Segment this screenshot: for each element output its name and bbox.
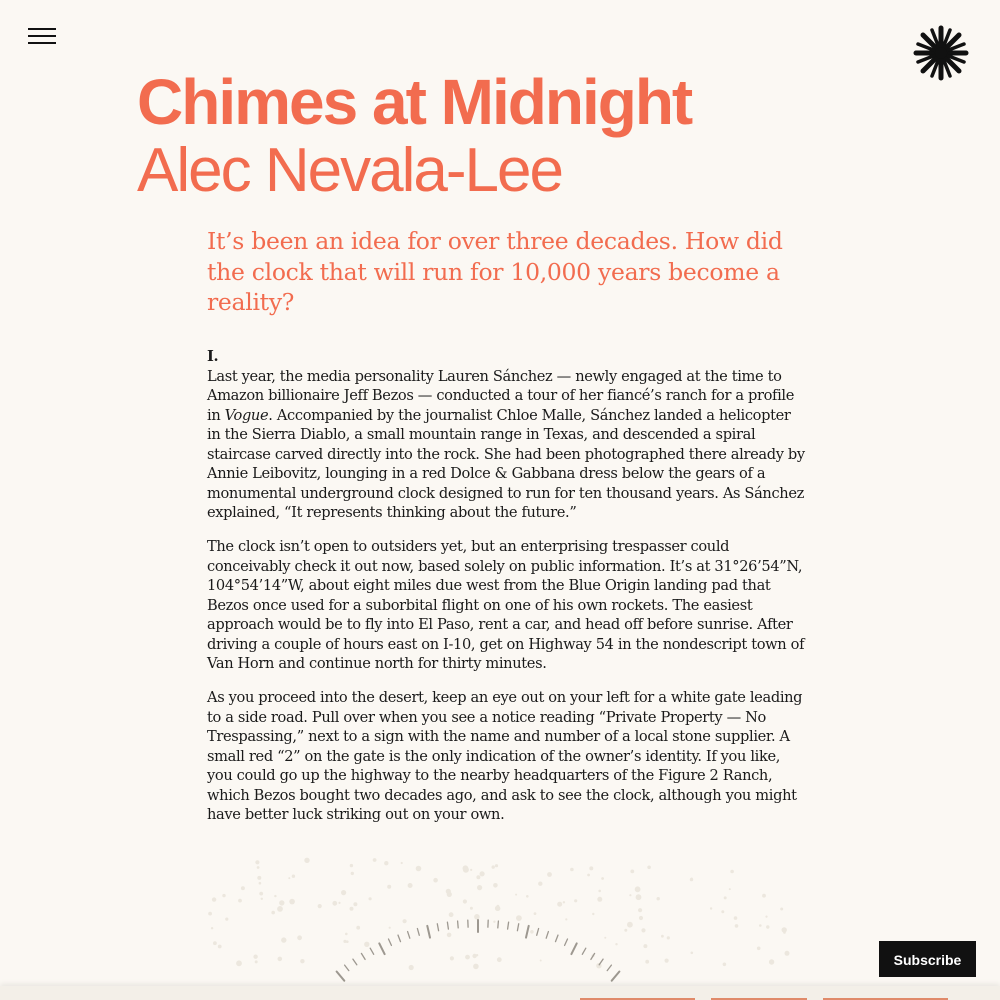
texture-dot (341, 890, 346, 895)
texture-dot (364, 942, 369, 947)
texture-dot (724, 896, 727, 899)
texture-dot (278, 957, 283, 962)
texture-dot (757, 947, 761, 951)
dial-tick (599, 959, 603, 965)
texture-dot (615, 943, 617, 945)
texture-dot (557, 902, 562, 907)
texture-dot (657, 897, 660, 900)
dial-tick (565, 939, 568, 945)
texture-dot (463, 899, 467, 903)
dial-tick (345, 965, 349, 971)
texture-dot (409, 965, 414, 970)
dial-tick (370, 948, 374, 954)
dial-tick (353, 959, 357, 965)
publication-name: Vogue (224, 406, 269, 424)
article-paragraph: As you proceed into the desert, keep an eye out on your left for a white gate leading to a side road. Pull over when you see a notice reading “Private Property — No Trespassing,” next to a sign with the name and number of a local stone supplier. A small red “2” on the gate is the only indication of the owner’s identity. If you like, you could go up the highway to the nearby headquarters of the Figure 2 Ranch, which Bezos bought two decades ago, and ask to see the clock, although you might have better luck striking out on your own. (207, 689, 803, 823)
texture-dot (473, 964, 479, 970)
texture-dot (493, 921, 495, 923)
texture-dot (592, 913, 594, 915)
texture-dot (765, 916, 767, 918)
texture-dot (565, 918, 567, 920)
asterisk-logo-icon[interactable] (912, 24, 970, 82)
texture-dot (604, 937, 606, 939)
texture-dot (345, 933, 348, 936)
paragraph-text: Last year, the media personality Lauren Sánchez — newly engaged at the time to Amazon billionaire Jeff Bezos — conducted a tour of her fiancé’s ranch for a profile in (207, 367, 795, 424)
texture-dot (734, 916, 738, 920)
texture-dot (597, 897, 602, 902)
texture-dot (255, 860, 259, 864)
texture-dot (213, 941, 217, 945)
texture-dot (624, 929, 627, 932)
dial-tick (437, 924, 438, 931)
texture-dot (212, 897, 216, 901)
texture-dot (384, 861, 388, 865)
texture-dot (570, 868, 574, 872)
texture-dot (729, 888, 731, 890)
dial-tick (537, 929, 539, 936)
texture-dot (447, 892, 452, 897)
texture-dot (635, 886, 641, 892)
texture-dot (238, 899, 242, 903)
texture-dot (253, 955, 257, 959)
texture-dot (257, 876, 261, 880)
texture-dot (297, 935, 302, 940)
texture-dot (259, 892, 263, 896)
texture-dot (643, 944, 647, 948)
texture-dot (661, 935, 664, 938)
dial-tick (526, 926, 529, 938)
dial-tick (361, 953, 365, 959)
texture-dot (403, 919, 407, 923)
texture-dot (416, 866, 422, 872)
texture-dot (470, 869, 472, 871)
paragraph-text: . Accompanied by the journalist Chloe Malle, Sánchez landed a helicopter in the Sierra Diablo, a small mountain range in Texas, and descended a spiral staircase carved directly into the rock. She had been photographed there already by Annie Leibovitz, lounging in a red Dolce & Gabbana dress below the gears of a monumental underground clock designed to run for ten thousand years. As Sánchez explained, “It represents thinking about the future.” (207, 406, 805, 521)
dial-tick (379, 943, 384, 954)
texture-dot (289, 899, 295, 905)
texture-dot (332, 901, 337, 906)
texture-dot (601, 877, 604, 880)
texture-dot (783, 931, 786, 934)
texture-dot (636, 894, 642, 900)
texture-dot (496, 907, 500, 911)
texture-dot (665, 959, 669, 963)
article-body (207, 347, 807, 839)
texture-dot (389, 927, 391, 929)
texture-dot (281, 937, 286, 942)
texture-dot (463, 865, 469, 871)
texture-dot (449, 912, 454, 917)
texture-dot (762, 894, 766, 898)
texture-dot (472, 954, 476, 958)
texture-dot (730, 870, 734, 874)
texture-dot (589, 866, 593, 870)
texture-dot (351, 872, 354, 875)
texture-dot (769, 959, 774, 964)
texture-dot (300, 959, 304, 963)
texture-dot (530, 930, 534, 934)
texture-dot (274, 895, 276, 897)
texture-dot (350, 907, 354, 911)
texture-dot (480, 871, 485, 876)
texture-dot (476, 954, 478, 956)
texture-dot (401, 862, 403, 864)
article-dek: It’s been an idea for over three decades. How did the clock that will run for 10,000 years become a reality? (207, 227, 783, 316)
texture-dot (721, 910, 724, 913)
dial-tick (607, 965, 611, 971)
texture-dot (343, 940, 346, 943)
texture-dot (598, 890, 601, 893)
texture-dot (526, 895, 529, 898)
article-author[interactable]: Alec Nevala-Lee (137, 136, 562, 205)
texture-dot (208, 912, 212, 916)
texture-dot (279, 900, 284, 905)
texture-dot (408, 883, 413, 888)
dial-tick (458, 921, 459, 928)
texture-dot (639, 916, 643, 920)
texture-dot (667, 936, 670, 939)
article-title: Chimes at Midnight (137, 66, 692, 138)
dial-tick (408, 932, 410, 939)
texture-dot (540, 960, 542, 962)
texture-dot (547, 872, 552, 877)
texture-dot (596, 963, 601, 968)
texture-dot (515, 894, 517, 896)
texture-dot (288, 877, 290, 879)
texture-dot (338, 902, 340, 904)
texture-dot (259, 882, 262, 885)
texture-dot (780, 908, 783, 911)
dial-tick (417, 929, 419, 936)
texture-dot (255, 960, 258, 963)
texture-dot (766, 925, 769, 928)
texture-dot (630, 870, 634, 874)
texture-dot (785, 951, 790, 956)
texture-dot (495, 864, 498, 867)
texture-dot (277, 906, 283, 912)
texture-dot (691, 952, 694, 955)
dial-tick (571, 943, 576, 954)
texture-dot (587, 874, 590, 877)
dial-tick (398, 935, 401, 942)
article-paragraph: The clock isn’t open to outsiders yet, but an enterprising trespasser could conceivably check it out now, based solely on public information. It’s at 31°26’54”N, 104°54’14”W, about eight miles due west from the Blue Origin landing pad that Bezos once used for a suborbital flight on one of his own rockets. The easiest approach would be to fly into El Paso, rent a car, and head off before sunrise. After driving a couple of hours east on I-10, get on Highway 54 in the nondescript town of Van Horn and continue north for thirty minutes. (207, 538, 805, 672)
dial-tick (389, 939, 392, 945)
dial-tick (612, 972, 620, 981)
texture-dot (350, 864, 353, 867)
dial-tick (582, 948, 586, 954)
subscribe-button[interactable]: Subscribe (879, 941, 976, 977)
dial-tick (427, 926, 430, 938)
texture-dot (292, 875, 295, 878)
dial-tick (517, 924, 518, 931)
dial-tick (556, 935, 559, 942)
texture-dot (387, 885, 391, 889)
texture-dot (236, 960, 242, 966)
texture-dot (647, 866, 651, 870)
texture-dot (369, 897, 372, 900)
dial-tick (498, 921, 499, 928)
texture-dot (563, 901, 565, 903)
texture-dot (222, 894, 225, 897)
texture-dot (497, 957, 502, 962)
texture-dot (450, 956, 454, 960)
texture-dot (723, 963, 727, 967)
texture-dot (627, 922, 633, 928)
texture-dot (373, 858, 377, 862)
texture-dot (759, 924, 762, 927)
texture-dot (516, 915, 522, 921)
texture-dot (638, 908, 642, 912)
texture-dot (218, 945, 222, 949)
texture-dot (629, 894, 631, 896)
hamburger-menu-icon[interactable] (28, 28, 56, 46)
texture-dot (470, 907, 473, 910)
dial-tick (546, 932, 548, 939)
texture-dot (304, 858, 309, 863)
texture-dot (492, 865, 495, 868)
texture-dot (211, 927, 213, 929)
texture-dot (257, 866, 260, 869)
texture-dot (645, 960, 649, 964)
texture-dot (433, 878, 438, 883)
texture-dot (735, 924, 739, 928)
article-paragraph (207, 367, 807, 523)
texture-dot (710, 907, 712, 909)
texture-dot (476, 875, 480, 879)
texture-dot (318, 904, 322, 908)
clock-dial-illustration (0, 840, 1000, 1000)
dial-tick (447, 922, 448, 929)
texture-dot (225, 918, 228, 921)
texture-dot (538, 882, 542, 886)
texture-dot (447, 933, 452, 938)
dial-tick (337, 972, 345, 981)
texture-dot (241, 886, 245, 890)
texture-dot (493, 883, 498, 888)
dial-tick (508, 922, 509, 929)
texture-dot (356, 926, 360, 930)
texture-dot (465, 955, 470, 960)
texture-dot (641, 928, 645, 932)
texture-dot (534, 912, 537, 915)
texture-dot (477, 885, 482, 890)
texture-dot (353, 902, 357, 906)
texture-dot (271, 911, 275, 915)
texture-dot (690, 878, 693, 881)
texture-dot (261, 898, 263, 900)
texture-dot (474, 914, 480, 920)
texture-dot (574, 899, 577, 902)
section-number: I. (207, 348, 219, 365)
